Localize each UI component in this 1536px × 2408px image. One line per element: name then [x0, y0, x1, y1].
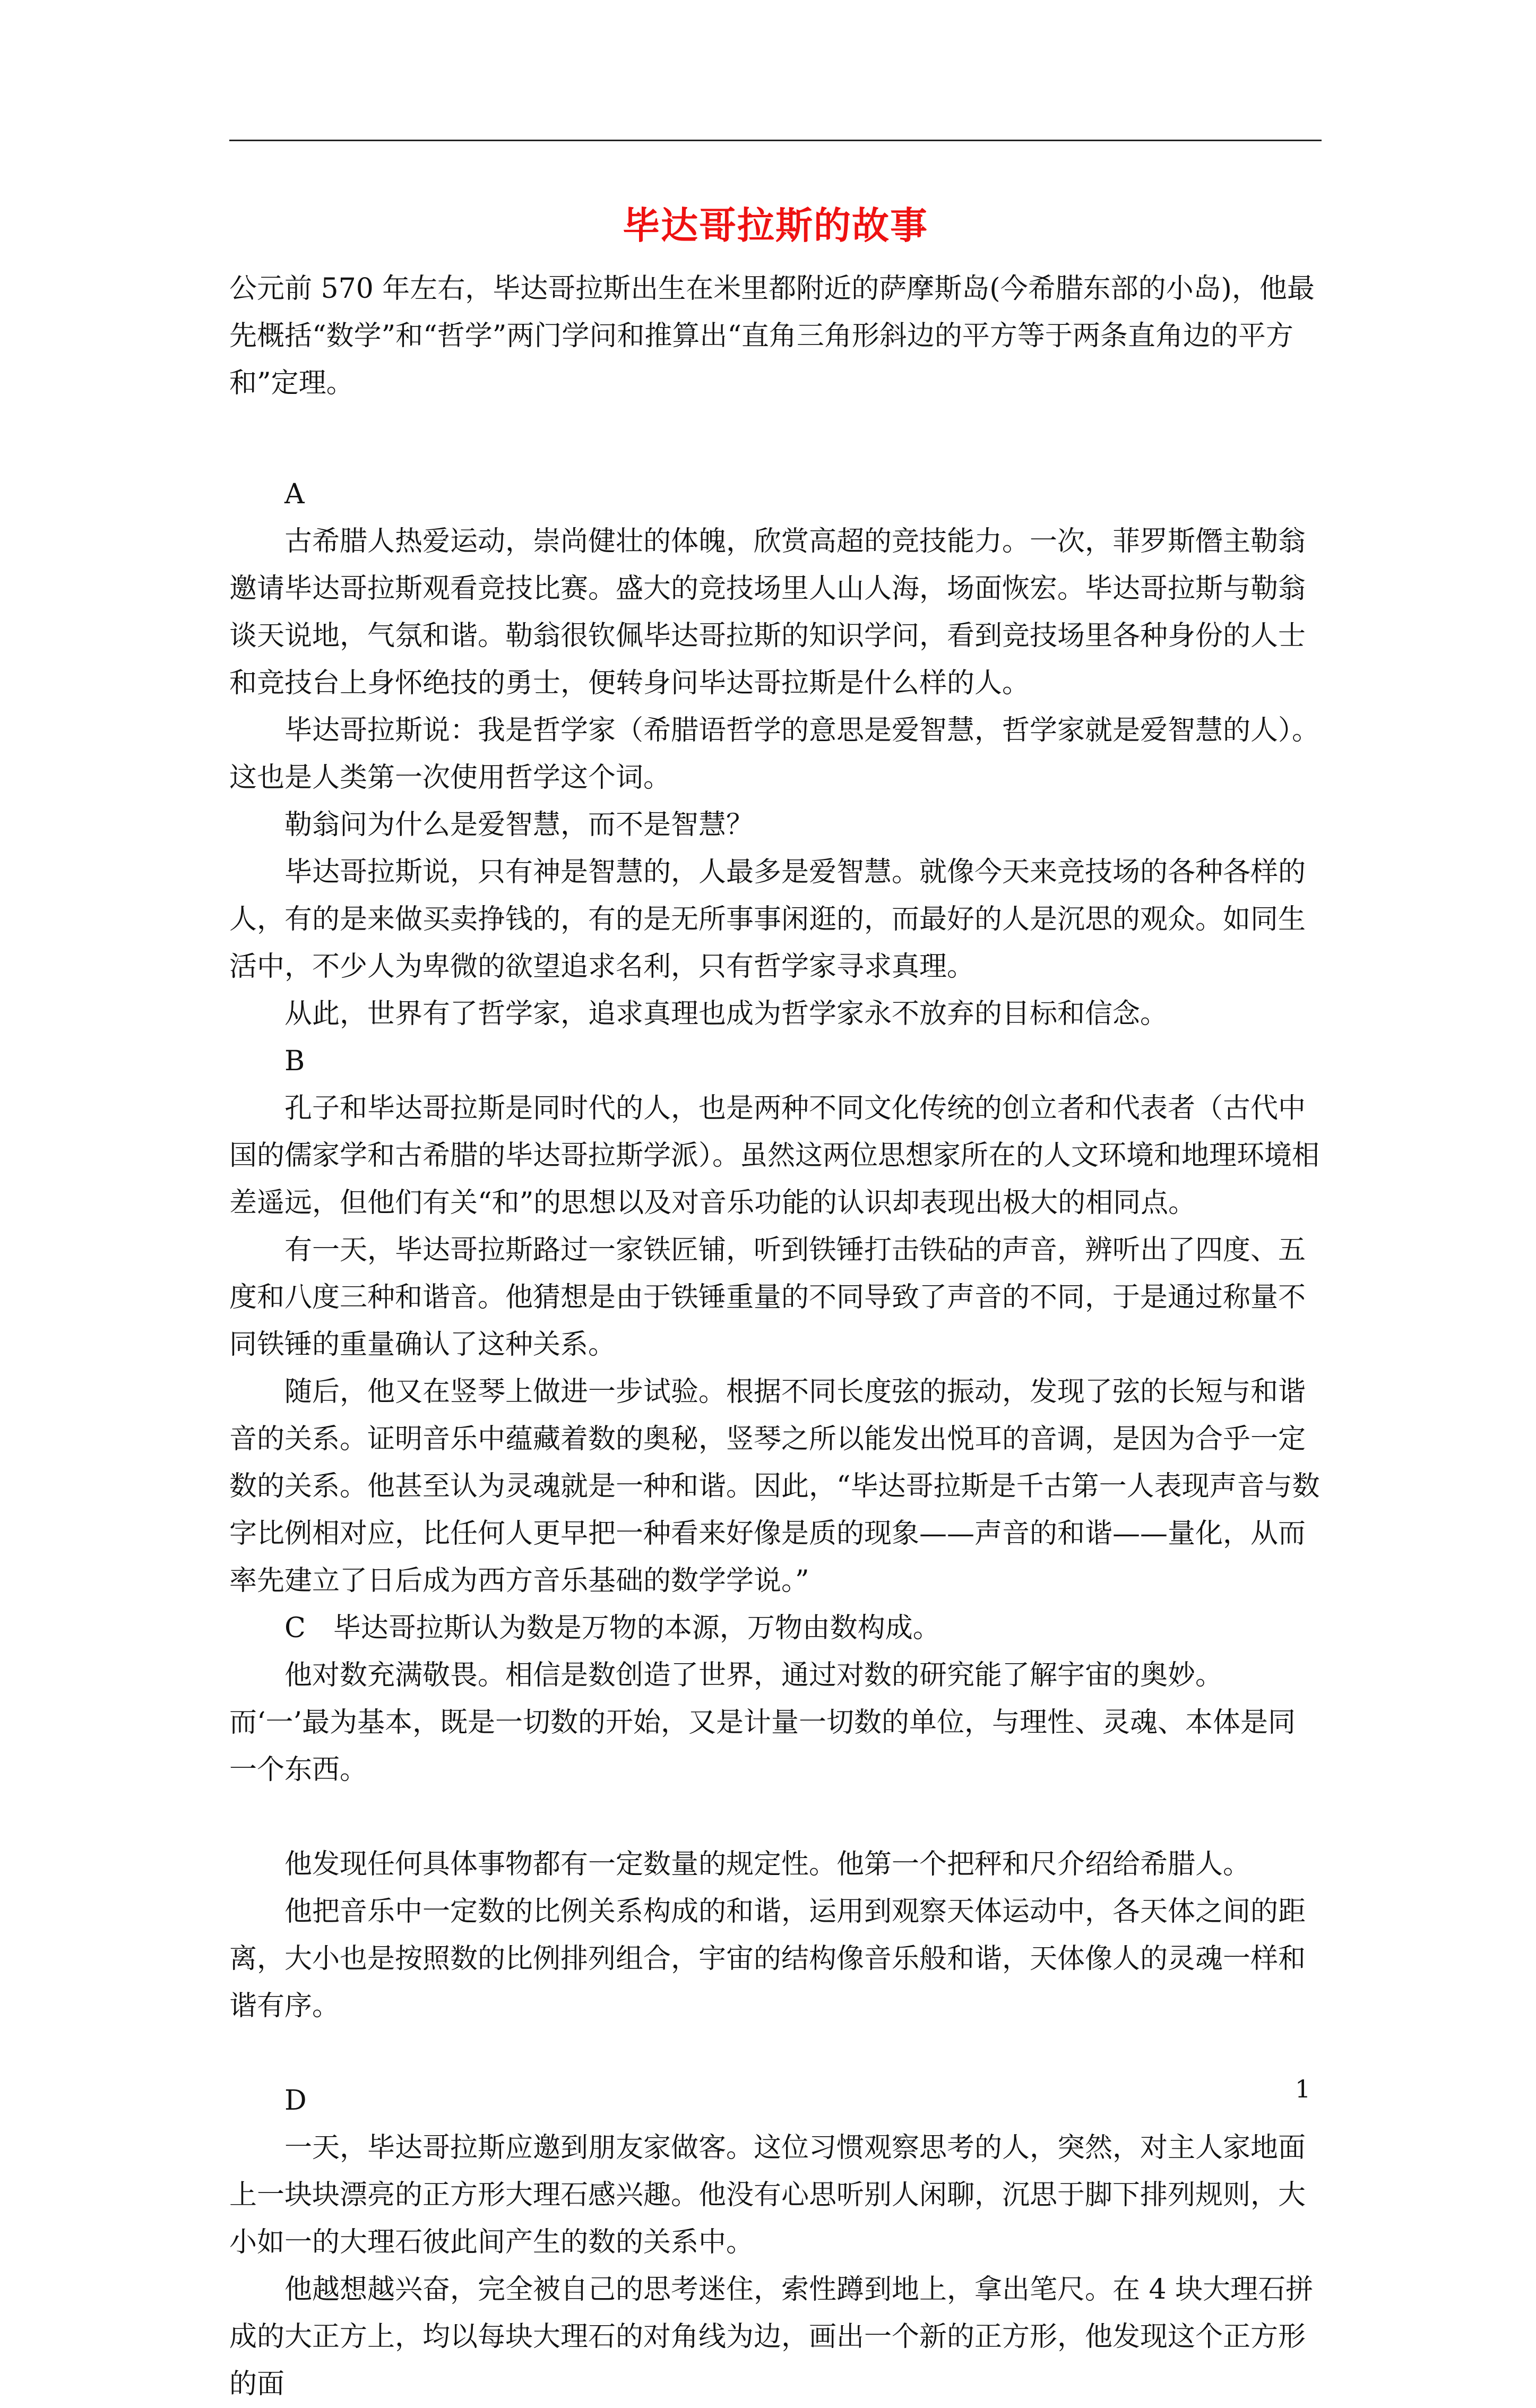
- paragraph: 他发现任何具体事物都有一定数量的规定性。他第一个把秤和尺介绍给希腊人。: [284, 1848, 1251, 1880]
- document-title: 毕达哥拉斯的故事: [623, 203, 928, 247]
- body-text: [229, 265, 1322, 2408]
- paragraph: 随后，他又在竖琴上做进一步试验。根据不同长度弦的振动，发现了弦的长短与和谐音的关系。证明音乐中蕴藏着数的奥秘，竖琴之所以能发出悦耳的音调，是因为合乎一定数的关系。他甚至认为灵魂就是一种和谐。因此，“毕达哥拉斯是千古第一人表现声音与数字比例相对应，比任何人更早把一种看来好像是质的现象——声音的和谐——量化，从而率先建立了日后成为西方音乐基础的数学学说。”: [229, 1376, 1320, 1597]
- section-marker-a: A: [284, 478, 305, 510]
- paragraph: 他把音乐中一定数的比例关系构成的和谐，运用到观察天体运动中，各天体之间的距离，大小也是按照数的比例排列组合，宇宙的结构像音乐般和谐，天体像人的灵魂一样和谐有序。: [229, 1896, 1306, 2022]
- section-c-heading: C 毕达哥拉斯认为数是万物的本源，万物由数构成。: [284, 1612, 940, 1644]
- paragraph: 勒翁问为什么是爱智慧，而不是智慧？: [284, 809, 754, 841]
- page-number: 1: [1295, 2075, 1311, 2103]
- section-marker-d: D: [284, 2085, 307, 2117]
- paragraph: 他对数充满敬畏。相信是数创造了世界，通过对数的研究能了解宇宙的奥妙。而‘一’最为基本，既是一切数的开始，又是计量一切数的单位，与理性、灵魂、本体是同一个东西。: [229, 1659, 1296, 1786]
- paragraph: 毕达哥拉斯说：我是哲学家（希腊语哲学的意思是爱智慧，哲学家就是爱智慧的人）。这也是人类第一次使用哲学这个词。: [229, 715, 1320, 794]
- paragraph: 有一天，毕达哥拉斯路过一家铁匠铺，听到铁锤打击铁砧的声音，辨听出了四度、五度和八度三种和谐音。他猜想是由于铁锤重量的不同导致了声音的不同，于是通过称量不同铁锤的重量确认了这种关系。: [229, 1234, 1306, 1361]
- paragraph: 古希腊人热爱运动，崇尚健壮的体魄，欣赏高超的竞技能力。一次，菲罗斯僭主勒翁邀请毕达哥拉斯观看竞技比赛。盛大的竞技场里人山人海，场面恢宏。毕达哥拉斯与勒翁谈天说地，气氛和谐。勒翁很钦佩毕达哥拉斯的知识学问，看到竞技场里各种身份的人士和竞技台上身怀绝技的勇士，便转身问毕达哥拉斯是什么样的人。: [229, 526, 1306, 699]
- paragraph: 一天，毕达哥拉斯应邀到朋友家做客。这位习惯观察思考的人，突然，对主人家地面上一块块漂亮的正方形大理石感兴趣。他没有心思听别人闲聊，沉思于脚下排列规则，大小如一的大理石彼此间产生的数的关系中。: [229, 2132, 1306, 2258]
- paragraph: 从此，世界有了哲学家，追求真理也成为哲学家永不放弃的目标和信念。: [284, 998, 1168, 1030]
- header-rule: [229, 140, 1322, 141]
- paragraph: 孔子和毕达哥拉斯是同时代的人，也是两种不同文化传统的创立者和代表者（古代中国的儒家学和古希腊的毕达哥拉斯学派）。虽然这两位思想家所在的人文环境和地理环境相差遥远，但他们有关“和”的思想以及对音乐功能的认识却表现出极大的相同点。: [229, 1093, 1320, 1219]
- paragraph: 毕达哥拉斯说，只有神是智慧的，人最多是爱智慧。就像今天来竞技场的各种各样的人，有的是来做买卖挣钱的，有的是无所事事闲逛的，而最好的人是沉思的观众。如同生活中，不少人为卑微的欲望追求名利，只有哲学家寻求真理。: [229, 856, 1306, 983]
- section-marker-b: B: [284, 1045, 305, 1077]
- paragraph: 他越想越兴奋，完全被自己的思考迷住，索性蹲到地上，拿出笔尺。在 4 块大理石拼成的大正方上，均以每块大理石的对角线为边，画出一个新的正方形，他发现这个正方形的面: [229, 2274, 1314, 2400]
- intro-paragraph: 公元前 570 年左右，毕达哥拉斯出生在米里都附近的萨摩斯岛(今希腊东部的小岛)，他最先概括“数学”和“哲学”两门学问和推算出“直角三角形斜边的平方等于两条直角边的平方和”定理。: [229, 273, 1315, 399]
